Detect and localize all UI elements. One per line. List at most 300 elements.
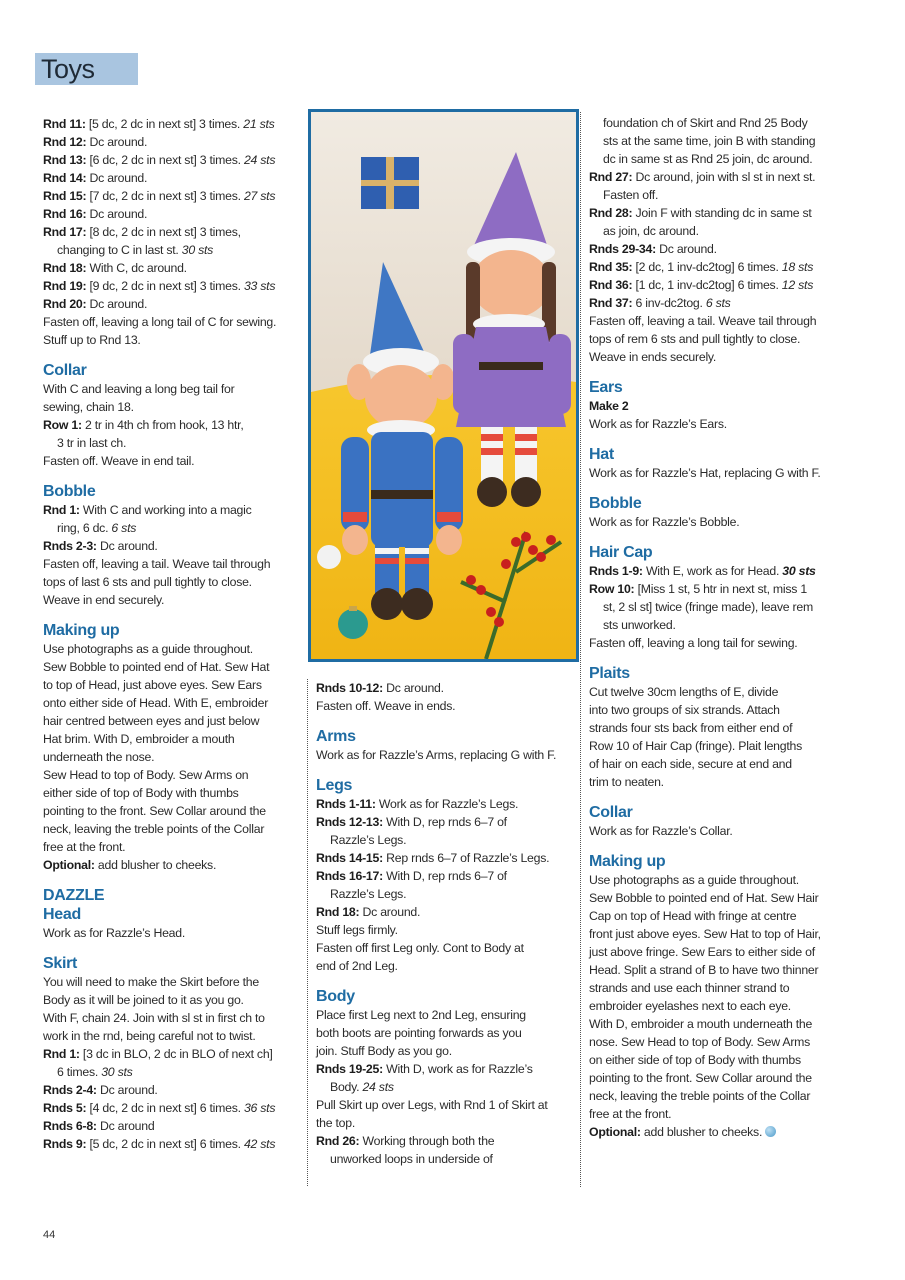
instruction-label: Optional:	[43, 858, 95, 872]
elves-photo	[308, 109, 579, 662]
text-line	[589, 397, 845, 415]
column-1	[43, 115, 298, 1153]
instruction-text: Fasten off, leaving a tail. Weave tail through	[589, 314, 817, 328]
stitch-count: 27 sts	[243, 189, 276, 203]
text-line	[589, 132, 845, 150]
instruction-text: Fasten off, leaving a long tail of C for sewing.	[43, 315, 277, 329]
stitch-count: 21 sts	[243, 117, 275, 131]
text-line	[43, 856, 298, 874]
text-line	[316, 1096, 574, 1114]
text-line	[43, 331, 298, 349]
instruction-text: onto either side of Head. With E, embroider	[43, 696, 269, 710]
skirt-cont-text	[316, 679, 574, 715]
text-line	[589, 634, 845, 652]
instruction-text: Dc around, join with sl st in next st.	[632, 170, 816, 184]
collar2-text	[589, 822, 845, 840]
instruction-text: free at the front.	[589, 1107, 672, 1121]
instruction-text: just above fringe. Sew Ears to either side of	[589, 945, 815, 959]
text-line	[589, 1123, 845, 1141]
stitch-count: 30 sts	[101, 1065, 133, 1079]
instruction-text: With D, rep rnds 6–7 of	[382, 815, 507, 829]
text-line	[589, 168, 845, 186]
instruction-text: With F, chain 24. Join with sl st in first ch to	[43, 1011, 265, 1025]
instruction-text: ring, 6 dc.	[57, 521, 112, 535]
text-line	[316, 1114, 574, 1132]
instruction-text: Use photographs as a guide throughout.	[589, 873, 799, 887]
instruction-label: Rnds 29-34:	[589, 242, 656, 256]
text-line	[316, 1132, 574, 1150]
column-3	[589, 114, 845, 1141]
text-line	[589, 701, 845, 719]
instruction-text: foundation ch of Skirt and Rnd 25 Body	[603, 116, 808, 130]
instruction-text: underneath the nose.	[43, 750, 155, 764]
instruction-label: Make 2	[589, 399, 629, 413]
instruction-text: neck, leaving the treble points of the Collar	[589, 1089, 811, 1103]
text-line	[316, 697, 574, 715]
instruction-label: Rnd 36:	[589, 278, 633, 292]
instruction-text: Work as for Razzle’s Arms, replacing G with F.	[316, 748, 557, 762]
instruction-text: Dc around.	[382, 681, 444, 695]
crochet-elves-illustration	[311, 112, 576, 659]
dazzle-heading: DAZZLE	[43, 887, 105, 904]
instruction-text: [7 dc, 2 dc in next st] 3 times.	[86, 189, 244, 203]
text-line	[589, 330, 845, 348]
instruction-text: free at the front.	[43, 840, 126, 854]
instruction-label: Rnd 37:	[589, 296, 633, 310]
instruction-label: Row 10:	[589, 582, 635, 596]
instruction-text: end of 2nd Leg.	[316, 959, 398, 973]
text-line	[316, 957, 574, 975]
instruction-text: Work as for Razzle’s Bobble.	[589, 515, 740, 529]
instruction-text: With E, work as for Head.	[642, 564, 783, 578]
yarn-ball-icon	[765, 1126, 776, 1137]
text-line	[43, 452, 298, 470]
text-line	[589, 1105, 845, 1123]
instruction-label: Rnd 26:	[316, 1134, 360, 1148]
stitch-count: 30 sts	[181, 243, 214, 257]
instruction-label: Row 1:	[43, 418, 82, 432]
text-line	[589, 616, 845, 634]
instruction-text: You will need to make the Skirt before the	[43, 975, 259, 989]
stitch-count: 6 sts	[705, 296, 731, 310]
instruction-text: work in the rnd, being careful not to twist.	[43, 1029, 256, 1043]
instruction-text: to top of Head, just above eyes. Sew Ears	[43, 678, 262, 692]
instruction-text: [9 dc, 2 dc in next st] 3 times.	[86, 279, 244, 293]
text-line	[43, 555, 298, 573]
text-line	[589, 822, 845, 840]
text-line	[43, 973, 298, 991]
instruction-label: Rnd 14:	[43, 171, 87, 185]
instruction-text: pointing to the front. Sew Collar around the	[43, 804, 266, 818]
text-line	[589, 1069, 845, 1087]
instruction-text: unworked loops in underside of	[330, 1152, 493, 1166]
instruction-label: Rnds 1-9:	[589, 564, 643, 578]
instruction-text: of hair on each side, secure at end and	[589, 757, 792, 771]
text-line	[316, 1042, 574, 1060]
instruction-text: into two groups of six strands. Attach	[589, 703, 780, 717]
instruction-text: [3 dc in BLO, 2 dc in BLO of next ch]	[79, 1047, 273, 1061]
plaits-text	[589, 683, 845, 791]
text-line	[589, 961, 845, 979]
instruction-text: Fasten off, leaving a tail. Weave tail through	[43, 557, 271, 571]
text-line	[43, 223, 298, 241]
instruction-text: trim to neaten.	[589, 775, 664, 789]
text-line	[316, 939, 574, 957]
instruction-text: Dc around	[96, 1119, 155, 1133]
instruction-text: [5 dc, 2 dc in next st] 6 times.	[86, 1137, 244, 1151]
instruction-text: With D, rep rnds 6–7 of	[382, 869, 507, 883]
instruction-text: With D, work as for Razzle’s	[382, 1062, 533, 1076]
bobble-heading: Bobble	[43, 483, 96, 500]
text-line	[43, 1063, 298, 1081]
text-line	[589, 312, 845, 330]
hair-cap-heading: Hair Cap	[589, 544, 653, 561]
text-line	[43, 501, 298, 519]
instruction-text: front just above eyes. Sew Hat to top of Hair,	[589, 927, 821, 941]
ears-heading: Ears	[589, 379, 623, 396]
text-line	[43, 802, 298, 820]
instruction-text: Dc around.	[96, 539, 158, 553]
instruction-label: Rnd 15:	[43, 189, 87, 203]
instruction-label: Rnd 18:	[43, 261, 87, 275]
legs-text	[316, 795, 574, 975]
making-up2-heading: Making up	[589, 853, 666, 870]
instruction-text: nose. Sew Head to top of Body. Sew Arms	[589, 1035, 811, 1049]
stitch-count: 24 sts	[243, 153, 276, 167]
instruction-text: Working through both the	[359, 1134, 495, 1148]
instruction-text: tops of rem 6 sts and pull tightly to close.	[589, 332, 801, 346]
instruction-label: Rnd 13:	[43, 153, 87, 167]
instruction-text: Dc around.	[359, 905, 421, 919]
head-rounds	[43, 115, 298, 349]
instruction-label: Rnds 9:	[43, 1137, 87, 1151]
collar-text	[43, 380, 298, 470]
text-line	[43, 730, 298, 748]
instruction-text: both boots are pointing forwards as you	[316, 1026, 522, 1040]
stitch-count: 18 sts	[781, 260, 814, 274]
instruction-text: join. Stuff Body as you go.	[316, 1044, 452, 1058]
text-line	[43, 241, 298, 259]
instruction-text: Work as for Razzle’s Hat, replacing G with F.	[589, 466, 821, 480]
instruction-label: Optional:	[589, 1125, 641, 1139]
text-line	[589, 186, 845, 204]
instruction-text: the top.	[316, 1116, 356, 1130]
instruction-text: Work as for Razzle’s Head.	[43, 926, 186, 940]
instruction-text: Stuff up to Rnd 13.	[43, 333, 141, 347]
instruction-label: Rnd 1:	[43, 1047, 80, 1061]
instruction-text: Cut twelve 30cm lengths of E, divide	[589, 685, 779, 699]
making-up2-text	[589, 871, 845, 1141]
instruction-text: Dc around.	[96, 1083, 158, 1097]
column-rule-left	[307, 679, 308, 1186]
body-heading: Body	[316, 988, 355, 1005]
instruction-text: Hat brim. With D, embroider a mouth	[43, 732, 235, 746]
instruction-text: Dc around.	[86, 297, 148, 311]
stitch-count: 12 sts	[781, 278, 814, 292]
stitch-count: 24 sts	[362, 1080, 394, 1094]
text-line	[589, 889, 845, 907]
instruction-text: [5 dc, 2 dc in next st] 3 times.	[85, 117, 244, 131]
instruction-text: sts unworked.	[603, 618, 676, 632]
instruction-text: dc in same st as Rnd 25 join, dc around.	[603, 152, 813, 166]
text-line	[43, 380, 298, 398]
instruction-text: Fasten off first Leg only. Cont to Body at	[316, 941, 524, 955]
text-line	[43, 991, 298, 1009]
instruction-label: Rnd 18:	[316, 905, 360, 919]
instruction-text: With C and working into a magic	[79, 503, 252, 517]
instruction-text: [6 dc, 2 dc in next st] 3 times.	[86, 153, 244, 167]
text-line	[589, 150, 845, 168]
instruction-label: Rnds 12-13:	[316, 815, 383, 829]
instruction-text: Razzle’s Legs.	[330, 833, 407, 847]
text-line	[589, 1015, 845, 1033]
text-line	[589, 240, 845, 258]
text-line	[43, 519, 298, 537]
dazzle-head-heading: Head	[43, 906, 81, 923]
hat-text	[589, 464, 845, 482]
text-line	[316, 746, 574, 764]
instruction-label: Rnd 35:	[589, 260, 633, 274]
instruction-label: Rnds 19-25:	[316, 1062, 383, 1076]
text-line	[43, 313, 298, 331]
text-line	[589, 773, 845, 791]
text-line	[316, 849, 574, 867]
text-line	[316, 1006, 574, 1024]
bobble-text	[43, 501, 298, 609]
text-line	[589, 1087, 845, 1105]
instruction-text: Weave in ends securely.	[589, 350, 717, 364]
text-line	[43, 151, 298, 169]
stitch-count: 33 sts	[243, 279, 276, 293]
text-line	[589, 464, 845, 482]
text-line	[43, 1045, 298, 1063]
instruction-text: Join F with standing dc in same st	[632, 206, 812, 220]
instruction-text: as join, dc around.	[603, 224, 699, 238]
instruction-text: 2 tr in 4th ch from hook, 13 htr,	[81, 418, 244, 432]
text-line	[43, 591, 298, 609]
text-line	[589, 513, 845, 531]
instruction-label: Rnds 1-11:	[316, 797, 376, 811]
instruction-text: sewing, chain 18.	[43, 400, 134, 414]
text-line	[316, 903, 574, 921]
text-line	[43, 1081, 298, 1099]
instruction-label: Rnd 11:	[43, 117, 86, 131]
text-line	[589, 348, 845, 366]
text-line	[316, 921, 574, 939]
instruction-text: Row 10 of Hair Cap (fringe). Plait lengths	[589, 739, 802, 753]
instruction-text: Head. Split a strand of B to have two thinner	[589, 963, 819, 977]
instruction-text: Pull Skirt up over Legs, with Rnd 1 of Skirt at	[316, 1098, 548, 1112]
text-line	[43, 169, 298, 187]
instruction-text: strands and use each thinner strand to	[589, 981, 790, 995]
instruction-text: Dc around.	[86, 135, 148, 149]
instruction-text: on either side of top of Body with thumbs	[589, 1053, 801, 1067]
column-2	[316, 679, 574, 1168]
text-line	[43, 277, 298, 295]
text-line	[43, 416, 298, 434]
ears-text	[589, 397, 845, 433]
text-line	[589, 204, 845, 222]
instruction-text: Dc around.	[86, 171, 148, 185]
instruction-text: Fasten off, leaving a long tail for sewing.	[589, 636, 798, 650]
instruction-text: 6 inv-dc2tog.	[632, 296, 706, 310]
text-line	[43, 537, 298, 555]
text-line	[589, 871, 845, 889]
text-line	[43, 748, 298, 766]
stitch-count: 30 sts	[782, 564, 816, 578]
text-line	[43, 398, 298, 416]
instruction-text: embroider eyelashes next to each eye.	[589, 999, 791, 1013]
instruction-text: [1 dc, 1 inv-dc2tog] 6 times.	[632, 278, 782, 292]
instruction-text: Body.	[330, 1080, 363, 1094]
instruction-label: Rnd 12:	[43, 135, 87, 149]
text-line	[589, 925, 845, 943]
instruction-text: Weave in end securely.	[43, 593, 165, 607]
instruction-text: With C and leaving a long beg tail for	[43, 382, 235, 396]
instruction-label: Rnd 16:	[43, 207, 87, 221]
text-line	[43, 115, 298, 133]
instruction-label: Rnd 28:	[589, 206, 633, 220]
instruction-text: With C, dc around.	[86, 261, 187, 275]
hair-cap-text	[589, 562, 845, 652]
making-up-heading: Making up	[43, 622, 120, 639]
instruction-text: sts at the same time, join B with standing	[603, 134, 816, 148]
bobble2-heading: Bobble	[589, 495, 642, 512]
text-line	[43, 640, 298, 658]
instruction-text: [2 dc, 1 inv-dc2tog] 6 times.	[632, 260, 782, 274]
instruction-label: Rnd 27:	[589, 170, 633, 184]
text-line	[43, 820, 298, 838]
section-tag: Toys	[35, 53, 138, 85]
instruction-text: Rep rnds 6–7 of Razzle’s Legs.	[382, 851, 550, 865]
instruction-text: [8 dc, 2 dc in next st] 3 times,	[86, 225, 241, 239]
instruction-label: Rnds 14-15:	[316, 851, 383, 865]
text-line	[43, 784, 298, 802]
text-line	[589, 997, 845, 1015]
instruction-text: 6 times.	[57, 1065, 102, 1079]
text-line	[589, 683, 845, 701]
text-line	[43, 658, 298, 676]
instruction-text: Work as for Razzle’s Collar.	[589, 824, 733, 838]
text-line	[316, 813, 574, 831]
instruction-label: Rnds 16-17:	[316, 869, 383, 883]
instruction-text: neck, leaving the treble points of the Collar	[43, 822, 265, 836]
instruction-text: Sew Head to top of Body. Sew Arms on	[43, 768, 249, 782]
text-line	[43, 1027, 298, 1045]
text-line	[589, 114, 845, 132]
instruction-label: Rnd 19:	[43, 279, 87, 293]
text-line	[589, 737, 845, 755]
instruction-text: Fasten off. Weave in end tail.	[43, 454, 195, 468]
text-line	[589, 276, 845, 294]
text-line	[43, 924, 298, 942]
instruction-label: Rnds 6-8:	[43, 1119, 97, 1133]
instruction-text: strands four sts back from either end of	[589, 721, 793, 735]
text-line	[43, 838, 298, 856]
text-line	[589, 719, 845, 737]
instruction-text: Use photographs as a guide throughout.	[43, 642, 253, 656]
text-line	[589, 258, 845, 276]
text-line	[316, 795, 574, 813]
text-line	[43, 434, 298, 452]
instruction-text: Cap on top of Head with fringe at centre	[589, 909, 797, 923]
instruction-text: Sew Bobble to pointed end of Hat. Sew Hat	[43, 660, 270, 674]
instruction-text: Place first Leg next to 2nd Leg, ensuring	[316, 1008, 526, 1022]
text-line	[43, 1009, 298, 1027]
stitch-count: 36 sts	[243, 1101, 276, 1115]
text-line	[316, 1024, 574, 1042]
text-line	[43, 295, 298, 313]
instruction-label: Rnd 20:	[43, 297, 87, 311]
instruction-label: Rnds 10-12:	[316, 681, 383, 695]
instruction-text: Work as for Razzle’s Legs.	[375, 797, 519, 811]
column-rule-right	[580, 112, 581, 1187]
stitch-count: 42 sts	[243, 1137, 276, 1151]
instruction-text: pointing to the front. Sew Collar around the	[589, 1071, 812, 1085]
text-line	[43, 133, 298, 151]
text-line	[43, 1099, 298, 1117]
text-line	[43, 573, 298, 591]
instruction-label: Rnd 17:	[43, 225, 87, 239]
text-line	[589, 755, 845, 773]
collar2-heading: Collar	[589, 804, 633, 821]
instruction-label: Rnds 2-3:	[43, 539, 97, 553]
instruction-text: Stuff legs firmly.	[316, 923, 398, 937]
text-line	[316, 885, 574, 903]
instruction-text: tops of last 6 sts and pull tightly to close.	[43, 575, 252, 589]
body-cont-text	[589, 114, 845, 366]
text-line	[589, 1051, 845, 1069]
text-line	[589, 979, 845, 997]
making-up-text	[43, 640, 298, 874]
text-line	[589, 598, 845, 616]
instruction-text: Fasten off. Weave in ends.	[316, 699, 456, 713]
instruction-text: st, 2 sl st] twice (fringe made), leave rem	[603, 600, 813, 614]
instruction-text: 3 tr in last ch.	[57, 436, 127, 450]
instruction-text: add blusher to cheeks.	[94, 858, 217, 872]
instruction-text: Fasten off.	[603, 188, 659, 202]
instruction-text: Dc around.	[655, 242, 717, 256]
instruction-label: Rnds 5:	[43, 1101, 87, 1115]
body-text	[316, 1006, 574, 1168]
text-line	[589, 562, 845, 580]
text-line	[589, 907, 845, 925]
text-line	[43, 205, 298, 223]
text-line	[589, 222, 845, 240]
text-line	[589, 580, 845, 598]
instruction-text: add blusher to cheeks.	[640, 1125, 766, 1139]
instruction-text: Razzle’s Legs.	[330, 887, 407, 901]
arms-heading: Arms	[316, 728, 356, 745]
text-line	[589, 294, 845, 312]
text-line	[43, 259, 298, 277]
instruction-text: either side of top of Body with thumbs	[43, 786, 239, 800]
legs-heading: Legs	[316, 777, 353, 794]
text-line	[316, 679, 574, 697]
page-number: 44	[43, 1229, 56, 1241]
instruction-text: changing to C in last st.	[57, 243, 182, 257]
collar-heading: Collar	[43, 362, 87, 379]
instruction-label: Rnd 1:	[43, 503, 80, 517]
text-line	[43, 766, 298, 784]
instruction-text: hair centred between eyes and just below	[43, 714, 260, 728]
dazzle-head-text	[43, 924, 298, 942]
text-line	[43, 676, 298, 694]
instruction-text: Work as for Razzle’s Ears.	[589, 417, 727, 431]
instruction-text: With D, embroider a mouth underneath the	[589, 1017, 813, 1031]
text-line	[43, 712, 298, 730]
skirt-text	[43, 973, 298, 1153]
